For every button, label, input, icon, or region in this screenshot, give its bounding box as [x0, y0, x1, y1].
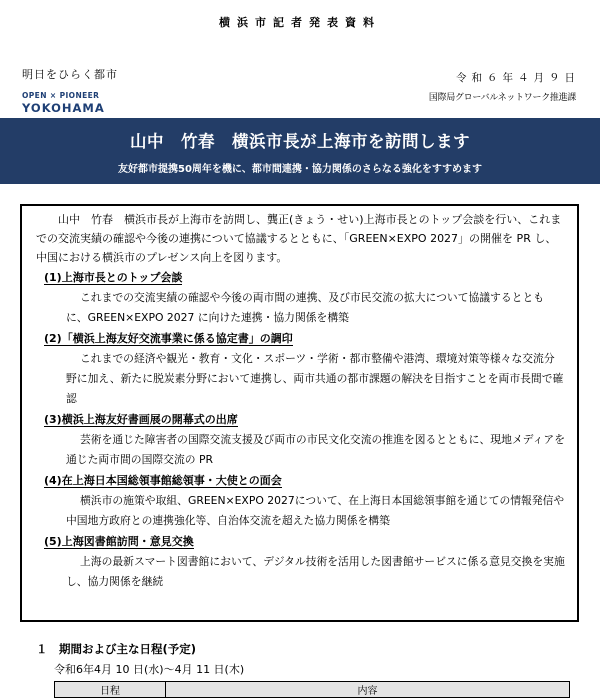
item-heading: (1)上海市長とのトップ会談 — [44, 271, 183, 284]
item-body: 横浜市の施策や取組、GREEN×EXPO 2027について、在上海日本国総領事館を通じての情報発信や中国地方政府との連携強化等、自治体交流を超えた協力関係を構築 — [66, 494, 565, 527]
summary-item — [36, 268, 565, 328]
item-heading: (2)「横浜上海友好交流事業に係る協定書」の調印 — [44, 332, 293, 345]
schedule-section — [36, 641, 576, 698]
schedule-heading: １ 期間および主な日程(予定) — [36, 642, 197, 656]
summary-item — [36, 532, 565, 592]
schedule-dates: 令和6年4月 10 日(水)～4月 11 日(木) — [54, 663, 245, 676]
summary-box — [20, 204, 579, 622]
item-heading: (3)横浜上海友好書画展の開幕式の出席 — [44, 413, 238, 426]
item-heading: (4)在上海日本国総領事館総領事・大使との面会 — [44, 474, 282, 487]
title-banner — [0, 118, 600, 184]
release-meta — [428, 70, 580, 103]
page-title: 山中 竹春 横浜市長が上海市を訪問します — [130, 132, 470, 151]
item-heading: (5)上海図書館訪問・意見交換 — [44, 535, 194, 548]
city-logo — [22, 66, 142, 115]
schedule-column-date: 日程 — [55, 682, 166, 698]
schedule-column-content: 内容 — [166, 682, 570, 698]
item-body: これまでの交流実績の確認や今後の両市間の連携、及び市民交流の拡大について協議するとともに、GREEN×EXPO 2027 に向けた連携・協力関係を構築 — [66, 291, 545, 324]
release-date: 令和６年４月９日 — [456, 72, 580, 84]
summary-intro: 山中 竹春 横浜市長が上海市を訪問し、龔正(きょう・せい)上海市長とのトップ会談を行い、これまでの交流実績の確認や今後の連携について協議するとともに、「GREEN×EXPO 2027」の開催を PR し、中国における横浜市のプレゼンス向上を図ります。 — [36, 213, 562, 264]
summary-item — [36, 410, 565, 470]
logo-tagline: 明日をひらく都市 — [22, 68, 118, 81]
item-body: 芸術を通じた障害者の国際交流支援及び両市の市民文化交流の推進を図るとともに、現地メディアを通じた両市間の国際交流の PR — [66, 433, 565, 466]
logo-city-name: YOKOHAMA — [22, 101, 105, 115]
item-body: 上海の最新スマート図書館において、デジタル技術を活用した図書館サービスに係る意見交換を実施し、協力関係を継続 — [66, 555, 565, 588]
summary-item — [36, 329, 565, 409]
item-body: これまでの経済や観光・教育・文化・スポーツ・学術・都市整備や港湾、環境対策等様々な交流分野に加え、新たに脱炭素分野において連携し、両市共通の都市課題の解決を目指すことを両市長間で確認 — [66, 352, 564, 405]
page-subtitle: 友好都市提携50周年を機に、都市間連携・協力関係のさらなる強化をすすめます — [117, 164, 482, 175]
summary-item — [36, 471, 565, 531]
schedule-table — [54, 681, 570, 698]
logo-slogan: OPEN × PIONEER — [22, 91, 100, 100]
department-name: 国際局グローバルネットワーク推進課 — [428, 93, 576, 103]
document-type-header: 横浜市記者発表資料 — [219, 16, 381, 29]
